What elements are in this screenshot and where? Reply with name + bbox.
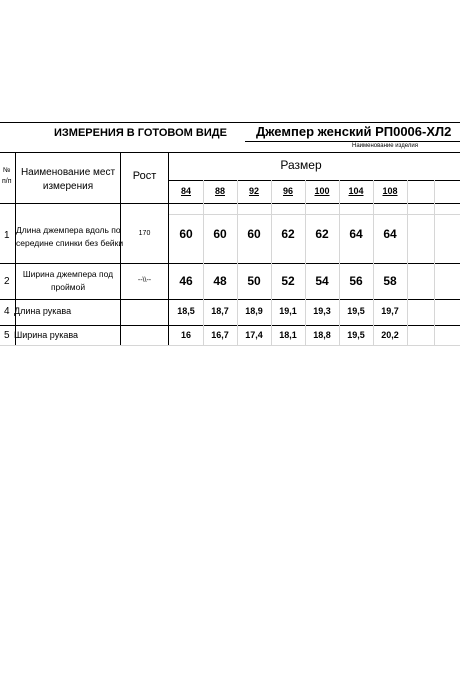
row1-value-100: 62 [315, 227, 329, 241]
size-col-divider-3 [271, 180, 272, 345]
row1-value-96: 62 [281, 227, 295, 241]
row2-value-84: 46 [179, 274, 193, 288]
size-104: 104 [348, 186, 364, 196]
row4-value-104: 19,5 [347, 306, 365, 316]
size-col-divider-2 [237, 180, 238, 345]
row1-inner-line [168, 214, 460, 215]
row2-value-88: 48 [213, 274, 227, 288]
row4-value-100: 19,3 [313, 306, 331, 316]
row5-value-88: 16,7 [211, 330, 229, 340]
row1-value-104: 64 [349, 227, 363, 241]
row1-value-108: 64 [383, 227, 397, 241]
size-96: 96 [282, 186, 293, 196]
row5-bottom-border [0, 345, 460, 346]
row1-name-line-2: середине спинки без бейки [16, 238, 124, 248]
row4-value-84: 18,5 [177, 306, 195, 316]
row4-num: 4 [4, 306, 10, 317]
header-top-border [0, 152, 460, 153]
row1-height: 170 [138, 230, 151, 237]
size-84: 84 [180, 186, 191, 196]
num-header-line-2: п/п [2, 178, 12, 185]
row4-bottom-border [0, 325, 460, 326]
row1-value-92: 60 [247, 227, 261, 241]
row5-value-100: 18,8 [313, 330, 331, 340]
size-88: 88 [214, 186, 225, 196]
row5-value-84: 16 [180, 330, 191, 340]
height-col-divider [168, 152, 169, 345]
row4-value-108: 19,7 [381, 306, 399, 316]
height-header: Рост [132, 170, 157, 182]
size-100: 100 [314, 186, 330, 196]
size-col-divider-5 [339, 180, 340, 345]
row1-bottom-border [0, 263, 460, 264]
row2-value-92: 50 [247, 274, 261, 288]
header-bottom-border [0, 203, 460, 204]
row2-value-104: 56 [349, 274, 363, 288]
row2-name-line-1: Ширина джемпера под [22, 269, 114, 279]
row4-value-88: 18,7 [211, 306, 229, 316]
row5-value-104: 19,5 [347, 330, 365, 340]
row5-num: 5 [4, 330, 10, 341]
row1-value-88: 60 [213, 227, 227, 241]
row4-value-92: 18,9 [245, 306, 263, 316]
row5-value-96: 18,1 [279, 330, 297, 340]
row5-name: Ширина рукава [14, 330, 79, 340]
size-col-divider-8 [434, 180, 435, 345]
num-header-line-1: № [3, 167, 11, 174]
size-label-divider [168, 180, 460, 181]
row1-value-84: 60 [179, 227, 193, 241]
row1-num: 1 [4, 230, 10, 241]
row5-value-108: 20,2 [381, 330, 399, 340]
product-name: Джемпер женский РП0006-ХЛ2 [256, 124, 452, 139]
row4-name: Длина рукава [14, 306, 72, 316]
row2-value-96: 52 [281, 274, 295, 288]
sheet-title: ИЗМЕРЕНИЯ В ГОТОВОМ ВИДЕ [54, 127, 227, 139]
product-underline [245, 141, 460, 142]
table-top-border [0, 122, 460, 123]
row5-value-92: 17,4 [245, 330, 263, 340]
size-col-divider-7 [407, 180, 408, 345]
name-header-line-1: Наименование мест [20, 167, 116, 178]
name-header-line-2: измерения [42, 181, 94, 192]
product-caption: Наименование изделия [352, 143, 418, 149]
size-92: 92 [248, 186, 259, 196]
row2-height: --\\-- [137, 277, 152, 284]
size-col-divider-4 [305, 180, 306, 345]
size-col-divider-6 [373, 180, 374, 345]
row2-value-108: 58 [383, 274, 397, 288]
row4-value-96: 19,1 [279, 306, 297, 316]
row2-name-line-2: проймой [50, 282, 86, 292]
row2-num: 2 [4, 276, 10, 287]
row2-bottom-border [0, 299, 460, 300]
size-108: 108 [382, 186, 398, 196]
size-col-divider-1 [203, 180, 204, 345]
row2-value-100: 54 [315, 274, 329, 288]
size-header: Размер [280, 158, 322, 172]
row1-name-line-1: Длина джемпера вдоль по [16, 225, 121, 235]
